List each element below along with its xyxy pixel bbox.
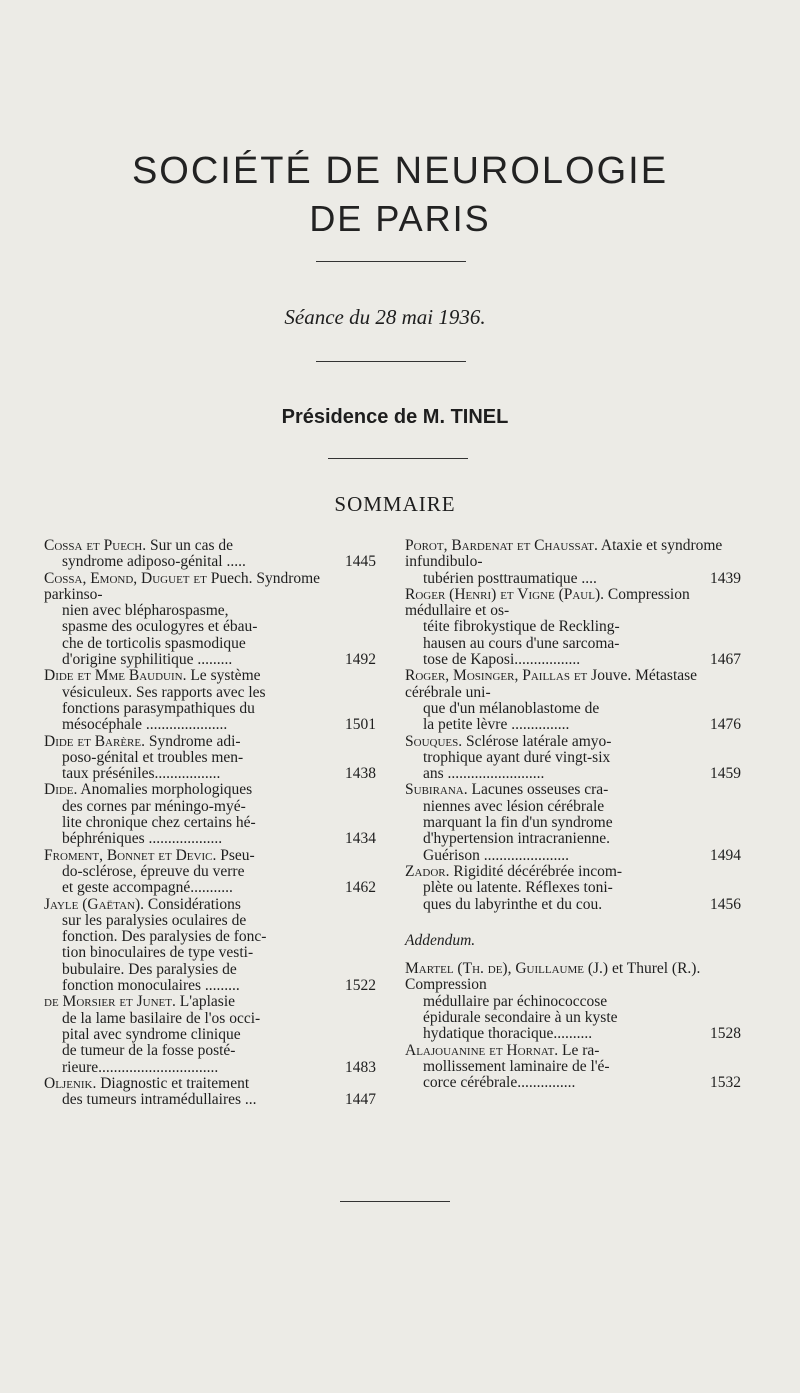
entry-text: mésocéphale ..................... <box>62 716 228 734</box>
entry-text: ques du labyrinthe et du cou. <box>423 895 603 913</box>
entry-text: Puech. Syndrome parkinso- <box>44 569 321 603</box>
entry-text: L'aplasie <box>175 993 236 1011</box>
entry-text: Rigidité décérébrée incom- <box>449 862 623 880</box>
summary-entry <box>44 782 376 847</box>
summary-entry <box>44 734 376 783</box>
session-date: Séance du 28 mai 1936. <box>284 305 486 329</box>
entry-text: Anomalies morphologiques <box>77 781 253 799</box>
summary-entry <box>405 538 741 587</box>
society-city: DE PARIS <box>309 198 491 239</box>
entry-authors: Froment, Bonnet et Devic. <box>44 846 217 864</box>
entry-page-number: 1494 <box>710 846 741 864</box>
entry-text: tose de Kaposi................. <box>423 651 581 669</box>
divider-bottom <box>340 1201 450 1202</box>
entry-text: plète ou latente. Réflexes toni- <box>423 879 613 897</box>
entry-page-number: 1439 <box>710 569 741 587</box>
entry-page-number: 1476 <box>710 716 741 734</box>
summary-column-left <box>44 538 376 1108</box>
entry-text: hausen au cours d'une sarcoma- <box>423 634 620 652</box>
entry-text: nien avec blépharospasme, <box>62 602 229 620</box>
entry-text: spasme des oculogyres et ébau- <box>62 618 258 636</box>
summary-heading: SOMMAIRE <box>334 492 456 516</box>
entry-text: do-sclérose, épreuve du verre <box>62 862 245 880</box>
entry-text: poso-génital et troubles men- <box>62 748 244 766</box>
entry-text: que d'un mélanoblastome de <box>423 699 600 717</box>
entry-text: rieure............................... <box>62 1058 219 1076</box>
entry-text: tion binoculaires de type vesti- <box>62 944 254 962</box>
entry-text: niennes avec lésion cérébrale <box>423 797 605 815</box>
entry-page-number: 1467 <box>710 651 741 669</box>
entry-text: de tumeur de la fosse posté- <box>62 1042 236 1060</box>
entry-text: fonctions parasympathiques du <box>62 699 255 717</box>
presidency: Présidence de M. TINEL <box>281 406 509 428</box>
entry-text: Ataxie et syndrome infundibulo- <box>405 537 723 571</box>
entry-authors: de Morsier et Junet. <box>44 993 176 1011</box>
summary-column-right <box>405 538 741 1092</box>
entry-authors: Zador. <box>405 862 450 880</box>
entry-text: vésiculeux. Ses rapports avec les <box>62 683 266 701</box>
divider-1 <box>316 261 466 262</box>
entry-text: Pseu- <box>216 846 255 864</box>
entry-authors: Jayle (Gaëtan). <box>44 895 145 913</box>
entry-page-number: 1459 <box>710 765 741 783</box>
entry-text: Le ra- <box>558 1041 600 1059</box>
entry-authors: Dide et Mme Bauduin. <box>44 667 187 685</box>
summary-entry <box>44 1076 376 1109</box>
entry-text: Compression médullaire et os- <box>405 585 690 620</box>
entry-authors: Porot, Bardenat et Chaussat. <box>405 537 598 554</box>
entry-authors: Roger, Mosinger, Paillas et <box>405 667 588 685</box>
entry-page-number: 1462 <box>345 879 376 897</box>
entry-page-number: 1445 <box>345 553 376 571</box>
entry-text: mollissement laminaire de l'é- <box>423 1057 610 1075</box>
entry-text: et Thurel (R.). Compression <box>405 960 701 994</box>
entry-page-number: 1522 <box>345 977 376 995</box>
entry-text: Lacunes osseuses cra- <box>467 781 609 799</box>
entry-text: béphréniques ................... <box>62 830 223 848</box>
entry-authors: Martel (Th. de), Guillaume (J.) <box>405 960 609 978</box>
summary-entry <box>405 734 741 783</box>
summary-entry <box>405 587 741 668</box>
summary-entry <box>405 668 741 733</box>
entry-text: de la lame basilaire de l'os occi- <box>62 1009 261 1027</box>
entry-text: des tumeurs intramédullaires ... <box>62 1091 257 1109</box>
entry-text: des cornes par méningo-myé- <box>62 797 246 815</box>
entry-text: Diagnostic et traitement <box>96 1074 250 1092</box>
entry-page-number: 1492 <box>345 651 376 669</box>
entry-text: bubulaire. Des paralysies de <box>62 960 237 978</box>
entry-text: pital avec syndrome clinique <box>62 1025 241 1043</box>
entry-authors: Souques. <box>405 732 463 750</box>
entry-page-number: 1456 <box>710 895 741 913</box>
entry-text: Le système <box>186 667 261 685</box>
entry-page-number: 1434 <box>345 830 376 848</box>
entry-text: Sclérose latérale amyo- <box>462 732 612 750</box>
entry-text: syndrome adiposo-génital ..... <box>62 553 246 571</box>
entry-text: et geste accompagné........... <box>62 879 233 897</box>
entry-text: Sur un cas de <box>146 537 234 554</box>
entry-authors: Cossa, Emond, Duguet et <box>44 569 207 587</box>
entry-text: fonction monoculaires ......... <box>62 977 240 995</box>
entry-text: Considérations <box>144 895 241 913</box>
entry-text: marquant la fin d'un syndrome <box>423 814 613 832</box>
divider-3 <box>328 458 468 459</box>
society-title: SOCIÉTÉ DE NEUROLOGIE <box>131 150 669 192</box>
entry-text: épidurale secondaire à un kyste <box>423 1009 618 1027</box>
summary-entry <box>44 571 376 669</box>
summary-entry <box>405 864 741 913</box>
entry-text: hydatique thoracique.......... <box>423 1025 593 1043</box>
entry-text: téite fibrokystique de Reckling- <box>423 618 620 636</box>
entry-text: ans ......................... <box>423 765 545 783</box>
entry-text: Jouve. Métastase cérébrale uni- <box>405 667 698 701</box>
entry-text: médullaire par échinococcose <box>423 992 608 1010</box>
entry-page-number: 1532 <box>710 1074 741 1092</box>
entry-text: che de torticolis spasmodique <box>62 634 246 652</box>
entry-authors: Oljenik. <box>44 1074 97 1092</box>
entry-page-number: 1447 <box>345 1091 376 1109</box>
summary-entry <box>44 994 376 1075</box>
entry-authors: Subirana. <box>405 781 468 799</box>
entry-text: fonction. Des paralysies de fonc- <box>62 928 267 946</box>
summary-entry <box>44 897 376 995</box>
entry-authors: Roger (Henri) et Vigne (Paul). <box>405 585 605 603</box>
summary-entry <box>405 961 741 1042</box>
summary-entry <box>44 538 376 571</box>
entry-authors: Cossa et Puech. <box>44 537 147 554</box>
entry-text: Guérison ...................... <box>423 846 569 864</box>
entry-text: tubérien posttraumatique .... <box>423 569 597 587</box>
entry-text: d'origine syphilitique ......... <box>62 651 233 669</box>
summary-entry <box>44 668 376 733</box>
entry-authors: Dide et Barère. <box>44 732 145 750</box>
entry-page-number: 1483 <box>345 1058 376 1076</box>
summary-entry <box>405 782 741 863</box>
entry-text: la petite lèvre ............... <box>423 716 570 734</box>
entry-text: corce cérébrale............... <box>423 1074 576 1092</box>
entry-page-number: 1438 <box>345 765 376 783</box>
entry-page-number: 1528 <box>710 1025 741 1043</box>
entry-page-number: 1501 <box>345 716 376 734</box>
summary-entry <box>44 848 376 897</box>
entry-text: taux préséniles................. <box>62 765 221 783</box>
divider-2 <box>316 361 466 362</box>
entry-text: lite chronique chez certains hé- <box>62 814 256 832</box>
entry-text: trophique ayant duré vingt-six <box>423 748 611 766</box>
entry-authors: Dide. <box>44 781 78 799</box>
summary-entry <box>405 1043 741 1092</box>
entry-authors: Alajouanine et Hornat. <box>405 1041 559 1059</box>
addendum-label: Addendum. <box>405 931 476 949</box>
entry-text: sur les paralysies oculaires de <box>62 911 247 929</box>
entry-text: Syndrome adi- <box>144 732 241 750</box>
entry-text: d'hypertension intracranienne. <box>423 830 610 848</box>
